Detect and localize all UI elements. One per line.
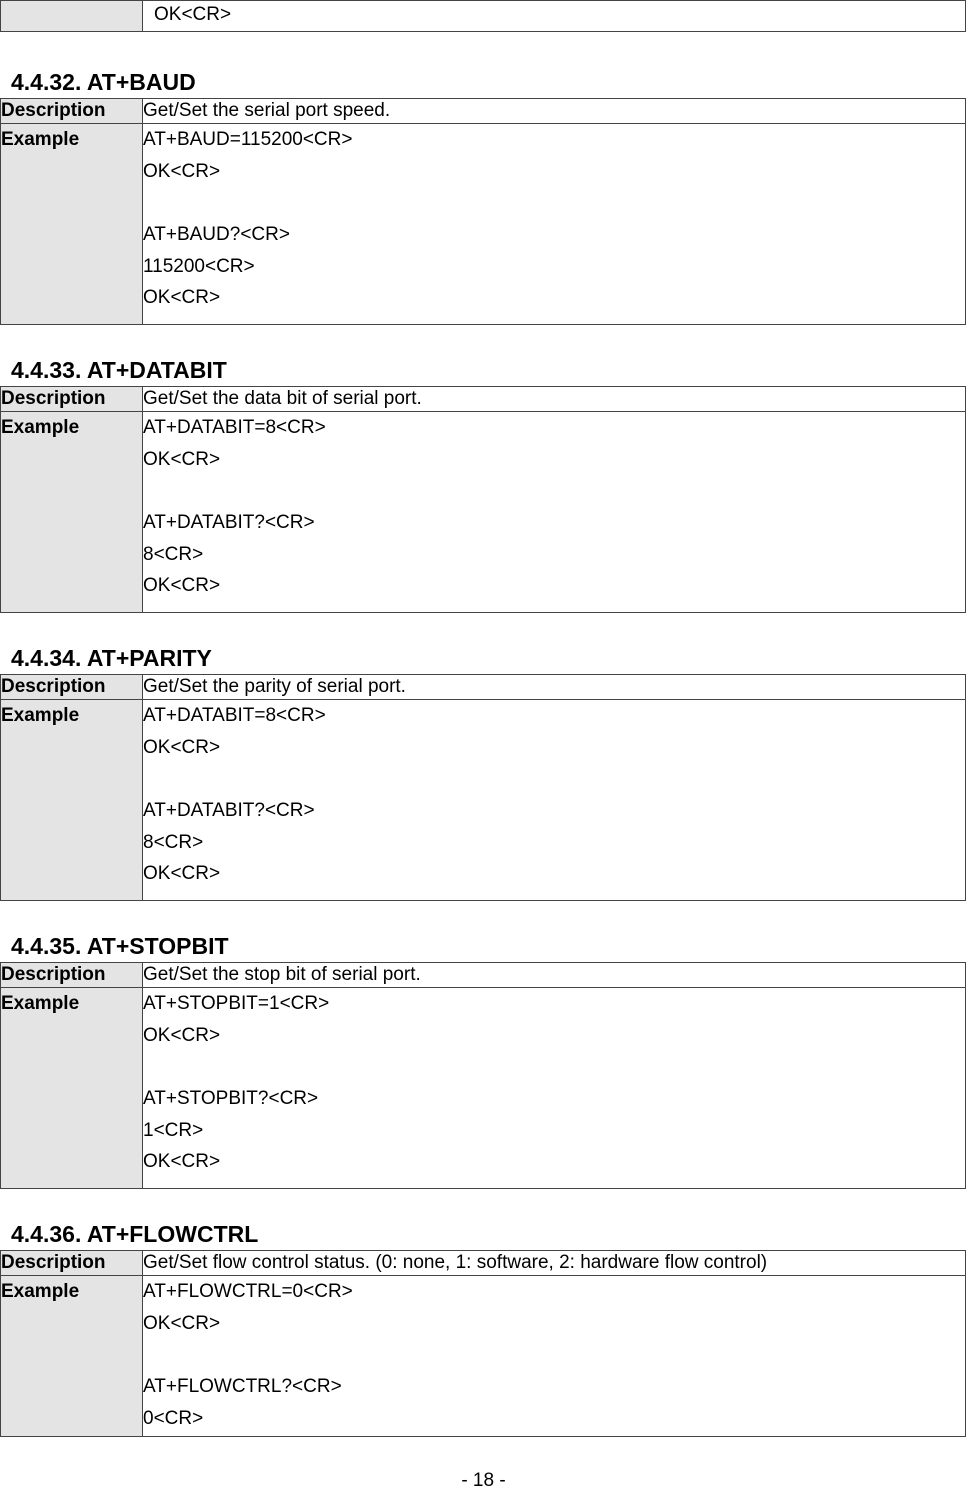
description-text: Get/Set the data bit of serial port.	[143, 387, 966, 412]
example-line	[143, 475, 965, 507]
example-line: AT+FLOWCTRL=0<CR>	[143, 1281, 353, 1302]
command-table	[0, 98, 966, 325]
section-heading: 4.4.35. AT+STOPBIT	[11, 933, 229, 959]
example-line	[143, 1339, 965, 1371]
example-block	[143, 124, 966, 325]
example-line: 0<CR>	[143, 1407, 204, 1429]
example-block	[143, 700, 966, 901]
example-line: OK<CR>	[143, 575, 221, 597]
example-line: OK<CR>	[143, 863, 221, 885]
example-line: OK<CR>	[143, 448, 221, 470]
example-line: AT+DATABIT?<CR>	[143, 800, 315, 822]
example-line: 8<CR>	[143, 543, 204, 565]
description-text: Get/Set the parity of serial port.	[143, 675, 966, 700]
section-heading: 4.4.34. AT+PARITY	[11, 645, 212, 671]
example-line	[143, 763, 965, 795]
example-block	[143, 412, 966, 613]
continued-value: OK<CR>	[143, 1, 966, 32]
example-line: AT+FLOWCTRL?<CR>	[143, 1376, 342, 1398]
description-label: Description	[1, 963, 143, 988]
description-text: Get/Set the stop bit of serial port.	[143, 963, 966, 988]
page-number: - 18 -	[461, 1470, 506, 1491]
example-line: 1<CR>	[143, 1119, 204, 1141]
example-line: AT+DATABIT=8<CR>	[143, 705, 326, 726]
example-line: OK<CR>	[143, 1024, 221, 1046]
example-line	[143, 1051, 965, 1083]
description-label: Description	[1, 675, 143, 700]
command-table	[0, 1250, 966, 1437]
example-line: OK<CR>	[143, 736, 221, 758]
example-line: OK<CR>	[143, 287, 221, 309]
section-heading: 4.4.33. AT+DATABIT	[11, 357, 227, 383]
example-line: 8<CR>	[143, 831, 204, 853]
command-table	[0, 674, 966, 901]
example-line: AT+DATABIT?<CR>	[143, 512, 315, 534]
example-line: AT+DATABIT=8<CR>	[143, 417, 326, 438]
example-block	[143, 1276, 966, 1437]
example-line	[143, 187, 965, 219]
example-label: Example	[1, 412, 143, 613]
example-label: Example	[1, 124, 143, 325]
continued-table	[0, 0, 966, 32]
example-line: AT+STOPBIT=1<CR>	[143, 993, 330, 1014]
description-label: Description	[1, 99, 143, 124]
description-label: Description	[1, 1251, 143, 1276]
example-line: OK<CR>	[143, 160, 221, 182]
description-text: Get/Set flow control status. (0: none, 1: software, 2: hardware flow control)	[143, 1251, 966, 1276]
example-line: AT+BAUD=115200<CR>	[143, 129, 353, 150]
example-line: OK<CR>	[143, 1312, 221, 1334]
section-heading: 4.4.32. AT+BAUD	[11, 69, 196, 95]
example-line: AT+BAUD?<CR>	[143, 224, 290, 246]
continued-label-cell	[1, 1, 143, 32]
example-line: OK<CR>	[143, 1151, 221, 1173]
example-label: Example	[1, 700, 143, 901]
description-text: Get/Set the serial port speed.	[143, 99, 966, 124]
example-block	[143, 988, 966, 1189]
example-line: AT+STOPBIT?<CR>	[143, 1088, 319, 1110]
command-table	[0, 962, 966, 1189]
section-heading: 4.4.36. AT+FLOWCTRL	[11, 1221, 259, 1247]
example-line: 115200<CR>	[143, 255, 255, 277]
example-label: Example	[1, 988, 143, 1189]
example-label: Example	[1, 1276, 143, 1437]
command-table	[0, 386, 966, 613]
description-label: Description	[1, 387, 143, 412]
